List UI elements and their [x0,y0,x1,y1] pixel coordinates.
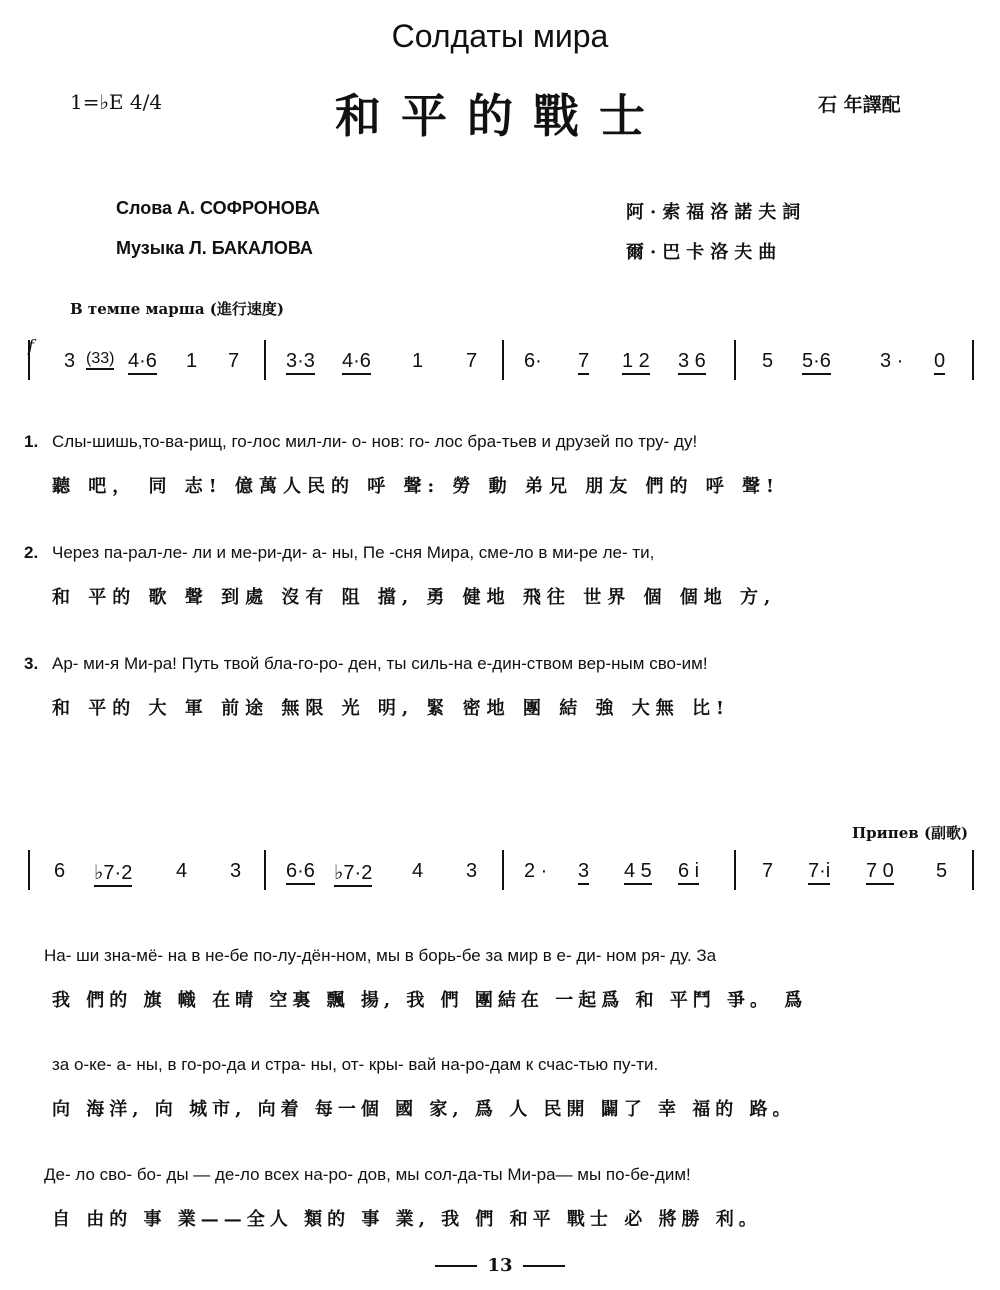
barline [972,850,974,890]
verse-2-zh [0,583,1000,611]
verse-number: 3. [24,654,39,673]
barline [28,850,30,890]
note: 4 [176,860,188,882]
barline [502,850,504,890]
note: 3 [64,350,76,372]
note: 3 · [880,350,904,372]
note: 1 [412,350,424,372]
verse-3-zh [0,694,1000,722]
refrain-line-3-ru [0,1165,1000,1193]
key-signature: 1=♭E 4/4 [70,90,163,114]
verse-3-ru [0,654,1000,682]
note: 2 · [524,860,548,882]
refrain-line-3-zh [0,1205,1000,1233]
note: ♭7·2 [334,860,372,885]
note: 5·6 [802,350,831,373]
verse-number: 1. [24,432,39,451]
lyric-russian: Де- ло сво- бо- ды — де-ло всех на-ро- дов, мы сол-да-ты Ми-ра— мы по-бе-дим! [44,1165,691,1184]
lyric-chinese: 和 平的 歌 聲 到處 沒有 阻 擋, 勇 健地 飛往 世界 個 個地 方, [52,587,777,608]
notation-staff-1 [28,336,976,384]
verse-number: 2. [24,543,39,562]
note: 1 2 [622,350,650,373]
refrain-line-2-ru [0,1055,1000,1083]
title-russian: Солдаты мира [391,18,609,54]
note: 5 [762,350,774,372]
note: ♭7·2 [94,860,132,885]
words-credit-ru: Слова А. СОФРОНОВА [116,198,320,218]
note: 6· [524,350,542,372]
note: 7 [466,350,478,372]
refrain-line-1-zh [0,986,1000,1014]
lyric-chinese: 我 們的 旗 幟 在晴 空裏 飄 揚, 我 們 團結在 一起爲 和 平鬥 爭。 爲 [52,990,808,1011]
note: 3 [230,860,242,882]
note: 4·6 [342,350,371,373]
note: 6 i [678,860,699,883]
page-number-dash-right [523,1265,565,1267]
note: 3 [578,860,589,883]
verse-1-zh [0,472,1000,500]
lyric-chinese: 和 平的 大 軍 前途 無限 光 明, 緊 密地 團 結 強 大無 比! [52,698,730,719]
barline [264,340,266,380]
words-credit-zh: 阿·索福洛諾夫詞 [626,202,807,223]
lyric-russian: Слы-шишь,то-ва-рищ, го-лос мил-ли- о- нов: го- лос бра-тьев и друзей по тру- ду! [52,432,698,451]
lyric-russian: за о-ке- а- ны, в го-ро-да и стра- ны, от- кры- вай на-ро-дам к счас-тью пу-ти. [52,1055,659,1074]
note: (33) [86,350,114,368]
title-chinese: 和平的戰士 [335,89,665,143]
note: 4 5 [624,860,652,883]
note: 7 [228,350,240,372]
lyric-russian: На- ши зна-мё- на в не-бе по-лу-дён-ном, мы в борь-бе за мир в е- ди- ном ря- ду. За [44,946,717,965]
note: 4·6 [128,350,157,373]
refrain-line-2-zh [0,1095,1000,1123]
note: 6·6 [286,860,315,883]
note: 7 0 [866,860,894,883]
lyric-russian: Ар- ми-я Ми-ра! Путь твой бла-го-ро- ден, ты силь-на е-дин-ством вер-ным сво-им! [52,654,708,673]
lyric-chinese: 自 由的 事 業——全人 類的 事 業, 我 們 和平 戰士 必 將勝 利。 [52,1209,762,1230]
music-credit-zh: 爾·巴卡洛夫曲 [626,242,783,263]
refrain-line-1-ru [0,946,1000,974]
note: 5 [936,860,948,882]
refrain-label: Припев (副歌) [852,824,969,842]
note: 7 [578,350,589,373]
note: 7 [762,860,774,882]
page-number-value: 13 [487,1255,513,1276]
page-number [0,1255,1000,1276]
note: 3·3 [286,350,315,373]
barline [264,850,266,890]
barline [502,340,504,380]
lyric-chinese: 向 海洋, 向 城市, 向着 每一個 國 家, 爲 人 民開 闢了 幸 福的 路。 [52,1099,796,1120]
note: 3 [466,860,478,882]
verse-2-ru [0,543,1000,571]
barline [972,340,974,380]
note: 4 [412,860,424,882]
translator-credit: 石 年譯配 [818,94,901,116]
dynamic-marking: f [28,336,34,355]
lyric-chinese: 聽 吧， 同 志! 億萬人民的 呼 聲: 勞 動 弟兄 朋友 們的 呼 聲! [52,476,780,497]
barline [734,850,736,890]
verse-1-ru [0,432,1000,460]
barline [734,340,736,380]
notation-staff-2 [28,854,976,894]
page-number-dash-left [435,1265,477,1267]
note: 7·i [808,860,830,883]
lyric-russian: Через па-рал-ле- ли и ме-ри-ди- а- ны, Пе -сня Мира, сме-ло в ми-ре ле- ти, [52,543,655,562]
note: 0 [934,350,945,373]
music-credit-ru: Музыка Л. БАКАЛОВА [116,238,313,258]
note: 6 [54,860,66,882]
note: 1 [186,350,198,372]
tempo-marking: В темпе марша (進行速度) [70,300,285,318]
note: 3 6 [678,350,706,373]
